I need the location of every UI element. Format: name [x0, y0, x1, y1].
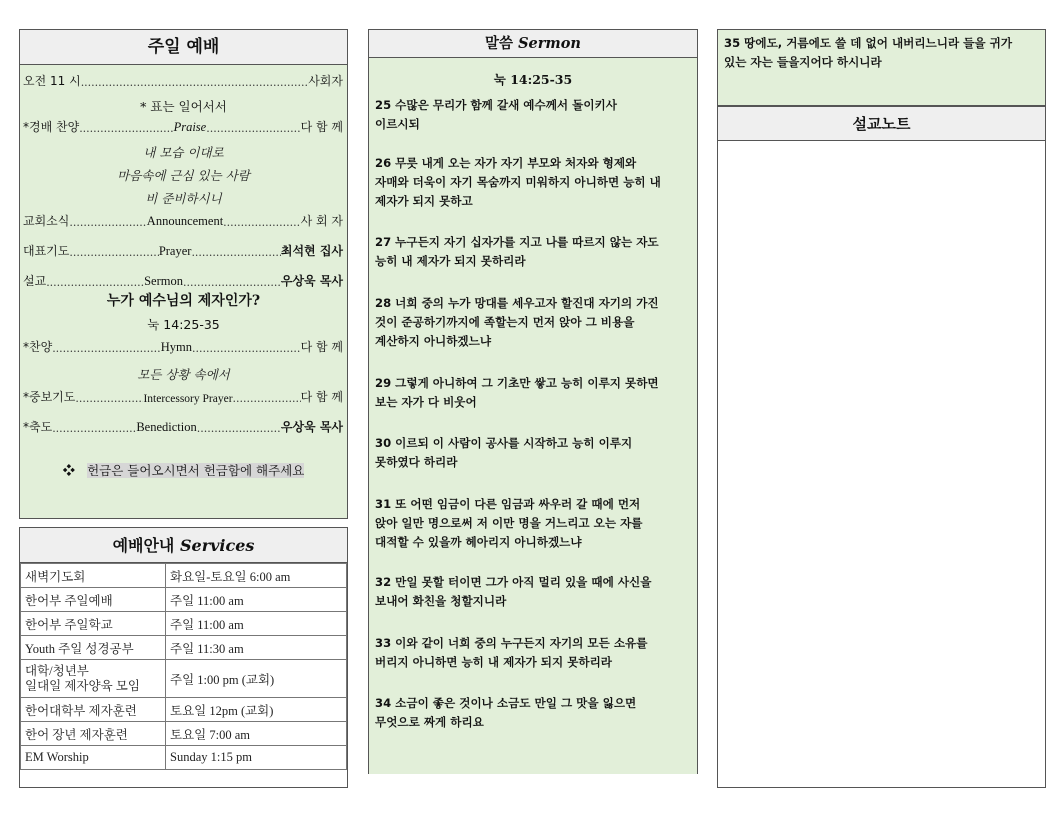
services-title — [20, 528, 347, 563]
verse-30: 30 이르되 이 사람이 공사를 시작하고 능히 이루지 못하였다 하리라 — [375, 436, 633, 469]
sermon-notes-title: 설교노트 — [718, 106, 1045, 141]
service-time: 화요일-토요일 6:00 am — [166, 564, 347, 588]
sermon-panel-title — [369, 30, 697, 58]
praise-label: *경배 찬양 — [23, 120, 80, 134]
praise-song-2: 마음속에 근심 있는 사람 — [117, 168, 250, 183]
sermon-panel — [368, 29, 698, 774]
hymn-by: 다 함 께 — [300, 340, 343, 354]
table-row — [21, 722, 347, 746]
service-time: 주일 11:30 am — [166, 636, 347, 660]
services-title-en: Services — [179, 536, 255, 555]
verse-28: 28 너희 중의 누가 망대를 세우고자 할진대 자기의 가진 것이 준공하기까지에 족할는지 먼저 앉아 그 비용을 계산하지 아니하겠느냐 — [375, 296, 659, 348]
sermon-label: 설교 — [23, 274, 47, 288]
hymn-label: *찬양 — [23, 340, 53, 354]
sermon-by: 우상욱 목사 — [280, 274, 343, 288]
verse-25: 25 수많은 무리가 함께 갈새 예수께서 돌이키사 이르시되 — [375, 98, 617, 131]
verse-27: 27 누구든지 자기 십자가를 지고 나를 따르지 않는 자도 능히 내 제자가 되지 못하리라 — [375, 235, 659, 268]
service-name: EM Worship — [21, 746, 166, 770]
benediction-label: *축도 — [23, 420, 53, 434]
intercession-en: Intercessory Prayer — [143, 393, 233, 405]
service-name: 대학/청년부 일대일 제자양육 모임 — [21, 660, 166, 698]
worship-time: 오전 11 시 — [23, 74, 81, 88]
table-row — [21, 564, 347, 588]
table-row — [21, 612, 347, 636]
worship-leader: 사회자 — [308, 74, 343, 88]
sermon-panel-title-ko: 말씀 — [485, 36, 514, 52]
sermon-body — [369, 58, 697, 774]
scripture-ref: 눅 14:25-35 — [493, 72, 573, 87]
sermon-notes-area[interactable] — [718, 141, 1045, 787]
sermon-ref: 눅 14:25-35 — [147, 317, 220, 332]
worship-title: 주일 예배 — [20, 30, 347, 65]
service-time: 토요일 7:00 am — [166, 722, 347, 746]
service-time: 주일 11:00 am — [166, 588, 347, 612]
intercession-row — [23, 385, 343, 405]
hymn-row — [23, 335, 343, 355]
service-name: 새벽기도회 — [21, 564, 166, 588]
service-time: Sunday 1:15 pm — [166, 746, 347, 770]
verse-35-box — [717, 29, 1046, 105]
hymn-en: Hymn — [160, 340, 193, 354]
prayer-en: Prayer — [158, 244, 192, 258]
table-row — [21, 660, 347, 698]
praise-song-3: 비 준비하시니 — [145, 191, 222, 206]
hymn-title: 모든 상황 속에서 — [137, 367, 230, 382]
prayer-label: 대표기도 — [23, 244, 70, 258]
sermon-title: 누가 예수님의 제자인가? — [106, 293, 261, 309]
service-name: Youth 주일 성경공부 — [21, 636, 166, 660]
intercession-label: *중보기도 — [23, 390, 76, 404]
prayer-by: 최석현 집사 — [280, 244, 344, 258]
table-row — [21, 636, 347, 660]
verse-32: 32 만일 못할 터이면 그가 아직 멀리 있을 때에 사신을 보내어 화친을 청할지니라 — [375, 575, 652, 608]
sermon-notes-panel — [717, 105, 1046, 788]
benediction-row — [23, 415, 343, 435]
verse-29: 29 그렇게 아니하여 그 기초만 쌓고 능히 이루지 못하면 보는 자가 다 비웃어 — [375, 376, 659, 409]
service-name: 한어대학부 제자훈련 — [21, 698, 166, 722]
offering-note-line — [20, 461, 347, 479]
praise-en: Praise — [173, 120, 207, 134]
announcement-label: 교회소식 — [23, 214, 70, 228]
services-title-ko: 예배안내 — [112, 536, 175, 555]
announcement-row — [23, 209, 343, 229]
benediction-by: 우상욱 목사 — [280, 420, 344, 434]
service-name: 한어부 주일예배 — [21, 588, 166, 612]
verse-26: 26 무릇 내게 오는 자가 자기 부모와 처자와 형제와 자매와 더욱이 자기 목숨까지 미워하지 아니하면 능히 내 제자가 되지 못하고 — [375, 156, 661, 208]
praise-by: 다 함 께 — [300, 120, 344, 134]
service-time: 주일 11:00 am — [166, 612, 347, 636]
worship-order-panel — [19, 29, 348, 519]
sermon-panel-title-en: Sermon — [518, 35, 581, 52]
service-time: 토요일 12pm (교회) — [166, 698, 347, 722]
verse-33: 33 이와 같이 너희 중의 누구든지 자기의 모든 소유를 버리지 아니하면 능히 내 제자가 되지 못하리라 — [375, 636, 648, 669]
services-table — [20, 563, 347, 770]
standing-note: * 표는 일어서서 — [140, 99, 227, 114]
verse-34: 34 소금이 좋은 것이나 소금도 만일 그 맛을 잃으면 무엇으로 짜게 하리요 — [375, 696, 637, 729]
offering-note: 헌금은 들어오시면서 헌금함에 해주세요 — [87, 463, 305, 478]
service-name: 한어 장년 제자훈련 — [21, 722, 166, 746]
service-name: 한어부 주일학교 — [21, 612, 166, 636]
worship-time-row — [23, 69, 343, 89]
benediction-en: Benediction — [136, 420, 197, 434]
sermon-row — [23, 269, 343, 289]
table-row — [21, 588, 347, 612]
service-time: 주일 1:00 pm (교회) — [166, 660, 347, 698]
prayer-row — [23, 239, 343, 259]
services-panel — [19, 527, 348, 788]
offering-bullet-icon: ❖ — [62, 463, 76, 478]
table-row — [21, 698, 347, 722]
sermon-en: Sermon — [144, 274, 183, 288]
verse-31: 31 또 어떤 임금이 다른 임금과 싸우러 갈 때에 먼저 앉아 일만 명으로써 저 이만 명을 거느리고 오는 자를 대적할 수 있을까 헤아리지 아니하겠느냐 — [375, 497, 643, 549]
praise-song-1: 내 모습 이대로 — [143, 145, 224, 160]
announcement-by: 사 회 자 — [300, 214, 343, 228]
praise-row — [23, 115, 343, 135]
worship-order-body — [20, 65, 347, 518]
intercession-by: 다 함 께 — [300, 390, 343, 404]
table-row — [21, 746, 347, 770]
verse-35: 35 땅에도, 거름에도 쓸 데 없어 내버리느니라 들을 귀가 있는 자는 들을지어다 하시니라 — [724, 36, 1013, 69]
announcement-en: Announcement — [146, 214, 224, 228]
